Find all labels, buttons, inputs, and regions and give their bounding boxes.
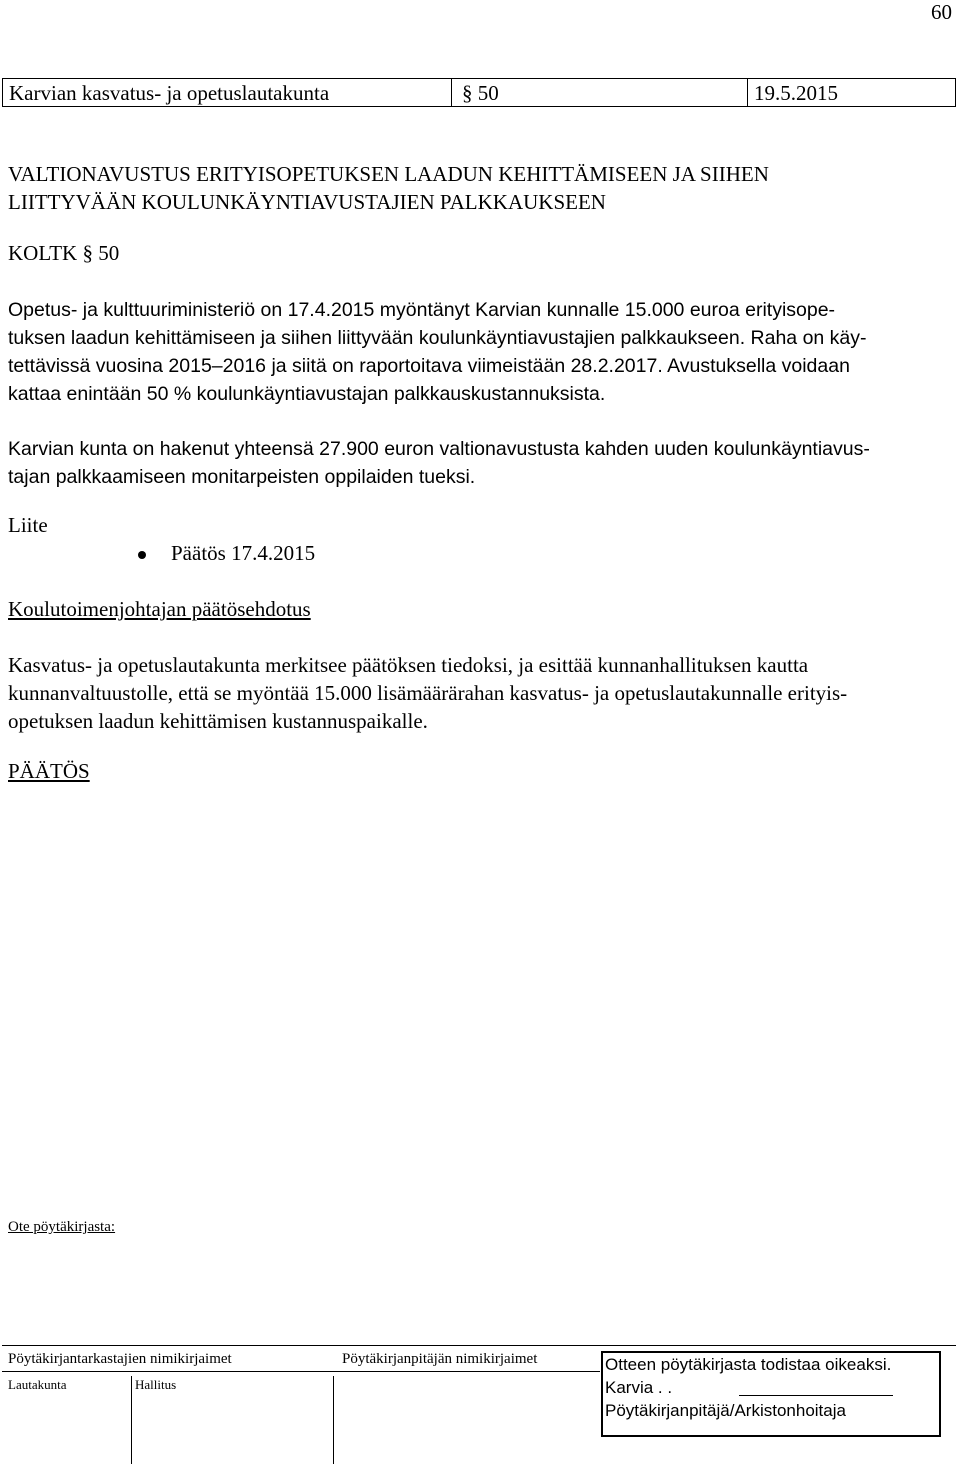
paragraph-proposal bbox=[8, 651, 953, 735]
excerpt-label: Ote pöytäkirjasta: bbox=[8, 1219, 116, 1235]
certification-box bbox=[601, 1351, 941, 1437]
decision-heading: PÄÄTÖS bbox=[8, 759, 90, 783]
paragraph-application bbox=[8, 435, 953, 491]
cert-place: Karvia . . bbox=[605, 1378, 673, 1397]
paragraph-grant bbox=[8, 296, 953, 408]
column-divider bbox=[131, 1376, 132, 1464]
government-label: Hallitus bbox=[135, 1377, 177, 1392]
footer-divider bbox=[2, 1345, 956, 1346]
attachment-label: Liite bbox=[8, 513, 48, 537]
bullet-icon bbox=[138, 551, 146, 559]
section-number: § 50 bbox=[451, 79, 758, 106]
signature-line bbox=[739, 1395, 893, 1396]
proposal-heading: Koulutoimenjohtajan päätösehdotus bbox=[8, 597, 311, 621]
text-line: tajan palkkaamiseen monitarpeisten oppilaiden tueksi. bbox=[8, 466, 476, 488]
checkers-label: Pöytäkirjantarkastajien nimikirjaimet bbox=[8, 1351, 232, 1367]
document-title bbox=[8, 160, 948, 216]
text-line: Opetus- ja kulttuuriministeriö on 17.4.2015 myöntänyt Karvian kunnalle 15.000 euroa erityisope- bbox=[8, 299, 836, 321]
footer-row-divider bbox=[2, 1371, 600, 1372]
cert-line: Pöytäkirjanpitäjä/Arkistonhoitaja bbox=[605, 1401, 846, 1420]
text-line: Karvian kunta on hakenut yhteensä 27.900 euron valtionavustusta kahden uuden koulunkäyntiavus- bbox=[8, 438, 870, 460]
text-line: opetuksen laadun kehittämisen kustannuspaikalle. bbox=[8, 709, 428, 733]
attachment-item[interactable]: Päätös 17.4.2015 bbox=[171, 541, 316, 565]
title-line-1: VALTIONAVUSTUS ERITYISOPETUKSEN LAADUN KEHITTÄMISEEN JA SIIHEN bbox=[8, 162, 769, 186]
cert-line: Otteen pöytäkirjasta todistaa oikeaksi. bbox=[605, 1355, 892, 1374]
page-number: 60 bbox=[931, 0, 952, 24]
koltk-reference: KOLTK § 50 bbox=[8, 241, 120, 265]
text-line: kattaa enintään 50 % koulunkäyntiavustajan palkkauskustannuksista. bbox=[8, 383, 606, 405]
text-line: tuksen laadun kehittämiseen ja siihen liittyvään koulunkäyntiavustajien palkkaukseen. Raha on käy- bbox=[8, 327, 867, 349]
cert-place-line bbox=[605, 1376, 939, 1399]
board-label: Lautakunta bbox=[8, 1377, 67, 1392]
title-line-2: LIITTYVÄÄN KOULUNKÄYNTIAVUSTAJIEN PALKKAUKSEEN bbox=[8, 190, 606, 214]
text-line: tettävissä vuosina 2015–2016 ja siitä on raportoitava viimeistään 28.2.2017. Avustuksella voidaan bbox=[8, 355, 850, 377]
text-line: Kasvatus- ja opetuslautakunta merkitsee päätöksen tiedoksi, ja esittää kunnanhallituksen kautta bbox=[8, 653, 809, 677]
committee-name: Karvian kasvatus- ja opetuslautakunta bbox=[9, 81, 330, 105]
text-line: kunnanvaltuustolle, että se myöntää 15.000 lisämäärärahan kasvatus- ja opetuslautakunnalle erityis- bbox=[8, 681, 848, 705]
keeper-label: Pöytäkirjanpitäjän nimikirjaimet bbox=[342, 1351, 538, 1367]
meeting-date: 19.5.2015 bbox=[747, 79, 960, 106]
column-divider bbox=[333, 1376, 334, 1464]
meeting-header bbox=[2, 78, 956, 107]
